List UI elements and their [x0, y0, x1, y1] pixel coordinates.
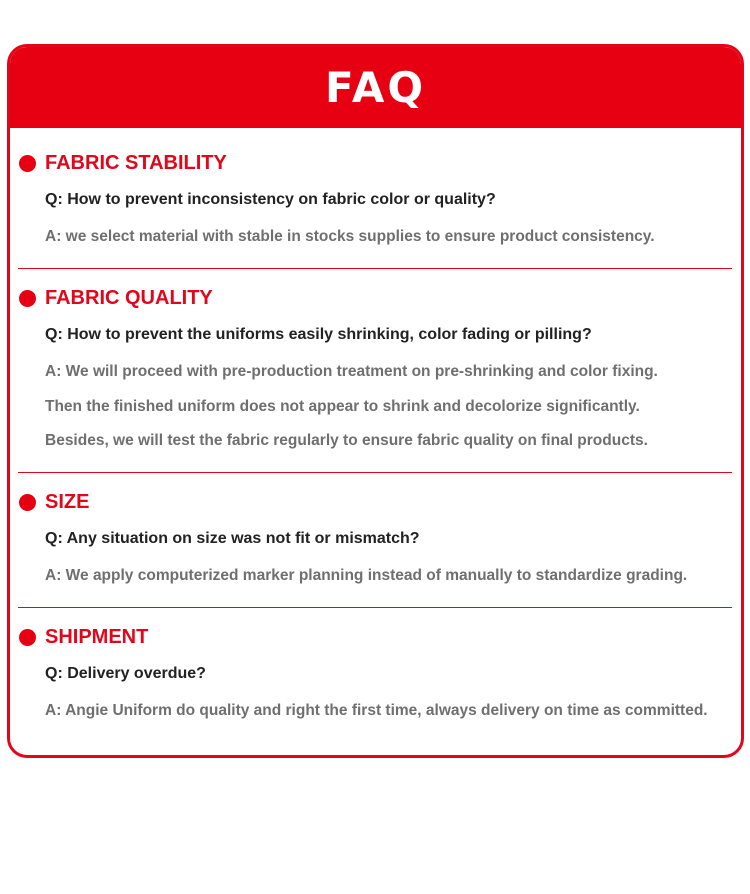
faq-section-size — [10, 490, 744, 586]
faq-card — [7, 44, 744, 758]
section-divider — [18, 607, 732, 608]
faq-question: Q: Any situation on size was not fit or mismatch? — [45, 530, 420, 547]
faq-question: Q: How to prevent the uniforms easily shrinking, color fading or pilling? — [45, 326, 592, 343]
faq-title: FAQ — [324, 62, 427, 112]
section-title: SHIPMENT — [45, 626, 149, 648]
faq-answer: Then the finished uniform does not appear to shrink and decolorize significantly. — [45, 397, 640, 415]
faq-answer: A: we select material with stable in stocks supplies to ensure product consistency. — [45, 228, 655, 245]
section-divider — [18, 268, 732, 269]
faq-answer: Besides, we will test the fabric regularly to ensure fabric quality on final products. — [45, 432, 648, 449]
faq-section-fabric-stability — [10, 151, 744, 247]
section-title: SIZE — [45, 491, 90, 513]
faq-question: Q: Delivery overdue? — [45, 665, 206, 682]
section-title: FABRIC STABILITY — [45, 152, 227, 174]
section-title: FABRIC QUALITY — [45, 287, 213, 309]
bullet-dot-icon — [19, 290, 36, 307]
faq-answer: A: Angie Uniform do quality and right the first time, always delivery on time as committed. — [45, 702, 708, 719]
faq-answer: A: We apply computerized marker planning instead of manually to standardize grading. — [45, 567, 688, 584]
faq-header — [10, 47, 741, 128]
bullet-dot-icon — [19, 494, 36, 511]
bullet-dot-icon — [19, 155, 36, 172]
faq-section-shipment — [10, 625, 744, 721]
faq-answer: A: We will proceed with pre-production treatment on pre-shrinking and color fixing. — [45, 363, 658, 380]
faq-section-fabric-quality — [10, 286, 744, 451]
bullet-dot-icon — [19, 629, 36, 646]
section-divider — [18, 472, 732, 473]
faq-question: Q: How to prevent inconsistency on fabric color or quality? — [45, 191, 496, 208]
